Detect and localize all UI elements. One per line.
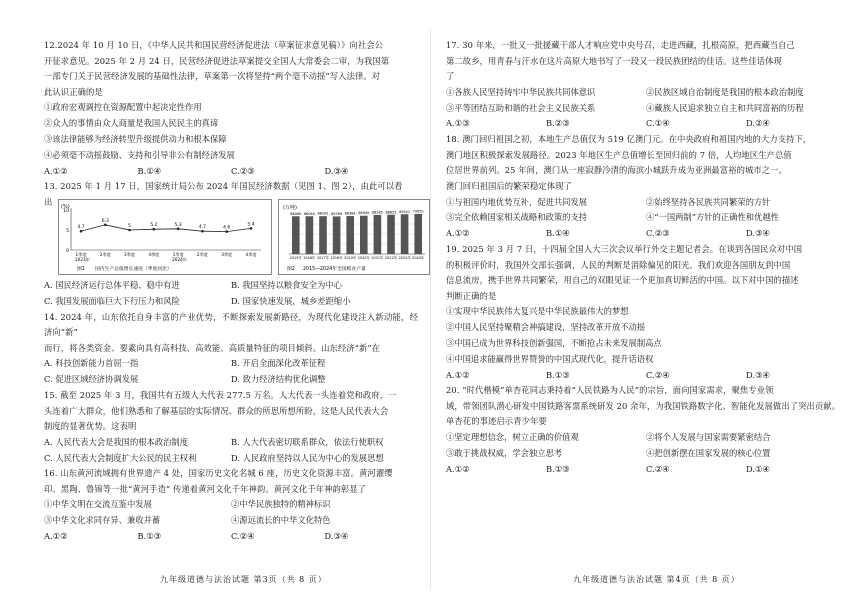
q19-choice-d[interactable]: D.③④	[746, 369, 770, 380]
chart1-y-tick: 5	[66, 228, 69, 234]
q20-option: ①坚定理想信念，树立正确的价值观	[446, 432, 579, 443]
chart2-data-label: 66949	[358, 211, 370, 216]
q17-choice-a[interactable]: A.①③	[446, 118, 470, 129]
chart2-bar	[374, 215, 382, 254]
q17-choices	[446, 116, 846, 132]
chart2-bar	[333, 216, 341, 254]
chart1-point	[153, 228, 156, 231]
q17-option: ③平等团结互助和谐的社会主义民族关系	[446, 102, 596, 113]
q16-option: ③中华文化求同存异、兼收并蓄	[44, 515, 161, 526]
q18-options	[446, 195, 846, 211]
q20-choice-d[interactable]: D.①④	[746, 463, 770, 474]
q19-option: ①实现中华民族伟大复兴是中华民族最伟大的梦想	[446, 306, 629, 317]
question-13	[44, 179, 425, 309]
chart2-x-tick: 2015年	[289, 255, 302, 260]
q14-choice-d[interactable]: D. 致力经济结构优化调整	[231, 374, 326, 385]
q17-stem-line: 17. 30 年来，一批又一批援藏干部人才响应党中央号召，走进西藏，扎根高原，把西藏当自己	[446, 40, 795, 50]
q19-stem-line: 判断正确的是	[446, 290, 497, 301]
chart2-x-tick: 2016年	[303, 255, 316, 260]
q13-stem-line: 13. 2025 年 1 月 17 日，国家统计局公布 2024 年国民经济数据（见图 1、图 2），由此可以看	[44, 181, 403, 192]
q14-stem-line: 14. 2024 年，山东依托自身丰富的产业优势，不断探索发展新路径，为现代化建设注入新动能，经济向“新”	[44, 311, 418, 338]
q12-option: ③该法律能够为经济转型升级提供动力和根本保障	[44, 133, 227, 144]
chart1-point	[128, 229, 131, 232]
chart1-x-tick: 2季度	[99, 251, 111, 257]
q14-choices-row2	[44, 372, 418, 388]
q19-option: ③中国已成为世界科技创新强国，不断抢占未来发展制高点	[446, 337, 662, 348]
q12-stem-line: 此认识正确的是	[44, 86, 103, 97]
q16-choices	[44, 529, 418, 545]
q19-stem-line: 的积极评价时，我国外交部长强调，人民的判断是消除偏见的阳光。我们欢迎各国朋友到中国	[446, 259, 791, 270]
q18-options-row2	[446, 210, 846, 226]
grain-output-bar-chart	[279, 200, 429, 274]
chart1-x-tick: 2季度	[196, 251, 208, 257]
q18-option: ③完全依赖国家相关战略和政策的支持	[446, 212, 588, 223]
q18-stem-line: 位居世界前列。25 年间，澳门从一座寂静冷清的海滨小城跃升成为亚洲最富裕的城市之一。	[446, 165, 787, 176]
chart1-data-label: 4.7	[77, 225, 85, 231]
chart1-data-label: 5	[128, 223, 132, 229]
q12-choice-c[interactable]: C.②③	[231, 165, 255, 176]
chart1-year-label: 2023年	[75, 256, 90, 262]
chart1-point	[201, 230, 204, 233]
chart1-data-label: 4.6	[223, 225, 231, 231]
chart2-x-tick: 2019年	[344, 255, 357, 260]
q17-choice-b[interactable]: B.②③	[546, 118, 570, 129]
q20-option: ③敢于挑战权威，学会独立思考	[446, 447, 563, 458]
q20-options	[446, 430, 846, 446]
chart2-bar	[319, 216, 327, 254]
question-14	[44, 310, 418, 388]
q17-stem-line: 第二故乡，用青春与汗水在这片高原大地书写了一段又一段民族团结的佳话。这些佳话体现	[446, 55, 782, 66]
q18-stem-line: 澳门回归祖国后的繁荣稳定体现了	[446, 180, 572, 191]
chart2-bar	[387, 215, 395, 254]
q15-stem-line: 制度的显著优势。这表明	[44, 421, 137, 432]
q16-choice-b[interactable]: B.①③	[137, 531, 162, 542]
q18-choice-b[interactable]: B.①④	[546, 228, 570, 239]
q15-stem-line: 头连着广大群众，他们熟悉和了解基层的实际情况、群众的所思所想所盼，这是人民代表大会	[44, 405, 389, 416]
q18-stem-line: 18. 澳门回归祖国之初，本地生产总值仅为 519 亿澳门元。在中央政府和祖国内地的大力支持下，	[446, 134, 812, 145]
chart1-x-tick: 3季度	[221, 251, 233, 257]
q16-option: ④源远流长的中华文化特色	[231, 515, 331, 526]
chart2-x-tick: 2017年	[316, 255, 330, 260]
q19-option: ④中国追求能赢得世界赞誉的中国式现代化，提升话语权	[446, 353, 654, 364]
chart-gdp-growth	[58, 199, 272, 275]
q17-option: ④藏族人民追求独立自主和共同富裕的历程	[646, 102, 804, 113]
chart1-title: 国内生产总值增长速度（季度同比）	[95, 266, 172, 272]
question-15	[44, 388, 418, 466]
q15-choice-d[interactable]: D. 人民政府坚持以人民为中心的发展思想	[231, 452, 384, 463]
q19-stem-line: 19. 2025 年 3 月 7 日，十四届全国人大三次会议举行外交主题记者会。在谈到各国民众对中国	[446, 243, 803, 254]
chart1-y-tick: 0	[66, 248, 69, 254]
chart2-x-tick: 2023年	[398, 255, 411, 260]
q17-option: ①各族人民坚持铸牢中华民族共同体意识	[446, 86, 596, 97]
question-12	[44, 38, 418, 179]
chart2-bar	[401, 214, 409, 254]
q19-stem-line: 信息流房，携手世界共同繁荣，用自己的双眼见证一个更加真切鲜活的中国。以下对中国的描述	[446, 275, 799, 286]
q17-option: ②民族区域自治制度是我国的根本政治制度	[646, 86, 804, 97]
q16-choice-a[interactable]: A.①②	[44, 531, 68, 542]
gdp-growth-line-chart	[59, 200, 271, 274]
chart1-data-label: 6.3	[101, 218, 109, 224]
q18-option: ④“一国两制”方针的正确性和优越性	[646, 212, 779, 223]
chart2-x-tick: 2020年	[357, 255, 370, 260]
chart2-x-tick: 2022年	[384, 255, 398, 260]
chart2-data-label: 69541	[399, 209, 410, 214]
q15-stem-line: 15. 截至 2025 年 3 月，我国共有五级人大代表 277.5 万名。人大代表一头连着党和政府，一	[44, 389, 397, 400]
q19-choices	[446, 368, 846, 384]
q13-choice-b[interactable]: B. 我国坚持以粮食安全为中心	[231, 279, 342, 290]
q12-option: ①政府宏观调控在资源配置中起决定性作用	[44, 102, 202, 113]
q12-option: ④必须毫不动摇鼓励、支持和引导非公有制经济发展	[44, 149, 235, 160]
chart2-x-tick: 2018年	[330, 255, 343, 260]
q16-choice-c[interactable]: C.②④	[231, 531, 255, 542]
question-20	[446, 383, 846, 477]
q16-choice-d[interactable]: D.③④	[324, 531, 349, 542]
q12-choices	[44, 164, 418, 180]
q13-choice-c[interactable]: C. 我国发展面临巨大下行压力和风险	[44, 295, 180, 306]
chart1-data-label: 4.7	[198, 225, 207, 231]
chart2-figure-label: 图2	[287, 266, 295, 272]
question-19	[446, 242, 846, 383]
q12-stem-line: 12.2024 年 10 月 10 日，《中华人民共和国民营经济促进法（草案征求意见稿）》向社会公	[44, 40, 384, 50]
q16-stem-line: 印、黑陶、鲁锦等一批“黄河手造” 传递着黄河文化千年神韵。黄河文化千年神韵彰显了	[44, 483, 367, 494]
q12-option: ②众人的事情由众人商量是我国人民民主的真谛	[44, 118, 219, 129]
q16-options	[44, 497, 418, 513]
q19-choice-a[interactable]: A.①②	[446, 369, 470, 380]
q16-option: ①中华文明在交流互鉴中发展	[44, 499, 152, 510]
chart1-point	[177, 227, 180, 230]
q16-options-row2	[44, 513, 418, 529]
chart2-bar	[306, 216, 314, 254]
chart2-x-tick: 2024年	[412, 255, 425, 260]
chart1-ylabel: (%)	[61, 203, 70, 210]
q20-choice-b[interactable]: B.①③	[546, 463, 570, 474]
q20-option: ②将个人发展与国家需要紧密结合	[646, 432, 771, 443]
q18-choice-d[interactable]: D.③④	[746, 228, 770, 239]
chart2-data-label: 70650	[412, 209, 424, 214]
chart1-point	[80, 230, 83, 233]
chart2-x-tick: 2021年	[371, 255, 384, 260]
q14-stem-line: 而行，将各类资金、要素向具有高科技、高效能、高质量特征的项目倾斜。山东经济“新”在	[44, 342, 381, 353]
chart1-x-tick: 3季度	[124, 251, 136, 257]
q12-choice-a[interactable]: A.①②	[44, 165, 68, 176]
q20-options-row2	[446, 446, 846, 462]
q19-choice-b[interactable]: B.①③	[546, 369, 570, 380]
q14-choice-b[interactable]: B. 开启全面深化改革征程	[231, 358, 326, 369]
chart1-point	[250, 227, 253, 230]
q20-choices	[446, 462, 846, 478]
q19-option: ②中国人民坚持聚精会神搞建设，坚持改革开放不动摇	[446, 322, 646, 333]
q20-stem-line: 域，带领团队潜心研发中国铁路客票系统研发 20 余年，为我国铁路数字化、智能化发展做出了突出贡献。	[446, 400, 841, 411]
chart1-x-tick: 4季度	[245, 251, 257, 257]
chart1-x-tick: 4季度	[148, 251, 160, 257]
q13-stem-line: 出	[44, 196, 53, 207]
q20-choice-a[interactable]: A.①②	[446, 463, 470, 474]
q17-choice-c[interactable]: C.①④	[646, 118, 670, 129]
chart1-data-label: 5.3	[174, 222, 182, 228]
q18-stem-line: 澳门地区积极探索发展路径。2023 年地区生产总值增长至回归前的 7 倍，人均地区生产总值	[446, 149, 792, 160]
chart2-bar	[346, 216, 354, 254]
chart2-title: 2015—2024年全国粮食产量	[303, 266, 366, 272]
q14-choice-a[interactable]: A. 科技创新能力首屈一指	[44, 358, 139, 369]
q16-option: ②中华民族独特的精神标识	[231, 499, 331, 510]
chart1-data-label: 5.4	[247, 222, 255, 228]
q18-option: ①与祖国内地优势互补，促进共同发展	[446, 196, 588, 207]
chart2-data-label: 66384	[344, 211, 356, 216]
q18-choices	[446, 226, 846, 242]
question-17	[446, 38, 846, 132]
q20-choice-c[interactable]: C.②④	[646, 463, 670, 474]
q13-choices-row2	[44, 294, 418, 310]
chart1-year-label: 2024年	[172, 256, 188, 262]
chart2-data-label: 65789	[331, 211, 342, 216]
q12-stem-line: 开征求意见。2025 年 2 月 24 日，民营经济促进法草案提交全国人大常委会二审，为我国第	[44, 55, 390, 66]
chart2-ylabel: (万吨)	[283, 204, 297, 211]
q13-charts	[58, 199, 425, 275]
q13-choice-d[interactable]: D. 国家快速发展，城乡差距缩小	[231, 295, 351, 306]
q16-stem-line: 16. 山东黄河流域拥有世界遗产 4 处，国家历史文化名城 6 座，历史文化资源丰富。黄河濯缨	[44, 468, 393, 479]
q18-choice-a[interactable]: A.①②	[446, 228, 470, 239]
chart2-data-label: 68285	[372, 210, 383, 215]
q12-choice-d[interactable]: D.③④	[324, 165, 349, 176]
q14-choices	[44, 356, 418, 372]
q15-choice-c[interactable]: C. 人民代表大会制度扩大公民的民主权利	[44, 452, 197, 463]
q20-stem-line: 单杏花的事迹启示青少年要	[446, 416, 547, 427]
q15-choices	[44, 435, 418, 451]
page-footer: 九年级道德与法治试题 第3页（共 8 页）	[160, 575, 327, 584]
q13-choices	[44, 278, 418, 294]
q17-choice-d[interactable]: D.②④	[746, 118, 770, 129]
chart1-y-tick: 10	[63, 208, 69, 214]
q15-choice-a[interactable]: A. 人民代表大会是我国的根本政治制度	[44, 436, 189, 447]
q19-choice-c[interactable]: C.②④	[646, 369, 670, 380]
chart1-x-tick: 1季度	[172, 251, 184, 257]
q20-stem-line: 20. “时代楷模”单杏花同志秉持着“人民铁路为人民”的宗旨，面向国家需求，聚焦专业领	[446, 385, 774, 396]
chart2-data-label: 66060	[290, 211, 302, 216]
chart2-data-label: 68653	[385, 210, 397, 215]
q15-choices-row2	[44, 451, 418, 467]
chart1-figure-label: 图1	[77, 266, 85, 272]
chart-grain-output	[278, 199, 430, 275]
q17-options-row2	[446, 101, 846, 117]
chart1-data-label: 5.2	[150, 223, 158, 229]
q17-options	[446, 85, 846, 101]
q17-stem-line: 了	[446, 71, 455, 82]
chart2-bar	[414, 214, 422, 254]
chart2-bar	[360, 216, 368, 254]
chart1-x-tick: 1季度	[75, 251, 87, 257]
chart1-point	[225, 230, 228, 233]
chart2-data-label: 66161	[317, 211, 329, 216]
q14-choice-c[interactable]: C. 促进区域经济协调发展	[44, 374, 139, 385]
q12-stem-line: 一部专门关于民营经济发展的基础性法律，草案第一次将坚持“两个毫不动摇”写入法律。对	[44, 71, 381, 82]
q20-option: ④把创新摆在国家发展的核心位置	[646, 447, 771, 458]
q18-choice-c[interactable]: C.②③	[646, 228, 670, 239]
chart2-data-label: 66044	[304, 211, 315, 216]
page-4	[430, 0, 860, 609]
q18-option: ②始终坚持各民族共同繁荣的方针	[646, 196, 771, 207]
q15-choice-b[interactable]: B. 人大代表密切联系群众，依法行使职权	[231, 436, 384, 447]
q13-choice-a[interactable]: A. 国民经济运行总体平稳、稳中有进	[44, 279, 180, 290]
chart1-point	[104, 223, 107, 226]
chart2-bar	[292, 216, 300, 254]
q12-choice-b[interactable]: B.①④	[137, 165, 162, 176]
page-footer: 九年级道德与法治试题 第4页（共 8 页）	[573, 575, 740, 584]
question-18	[446, 132, 846, 242]
question-16	[44, 466, 418, 545]
